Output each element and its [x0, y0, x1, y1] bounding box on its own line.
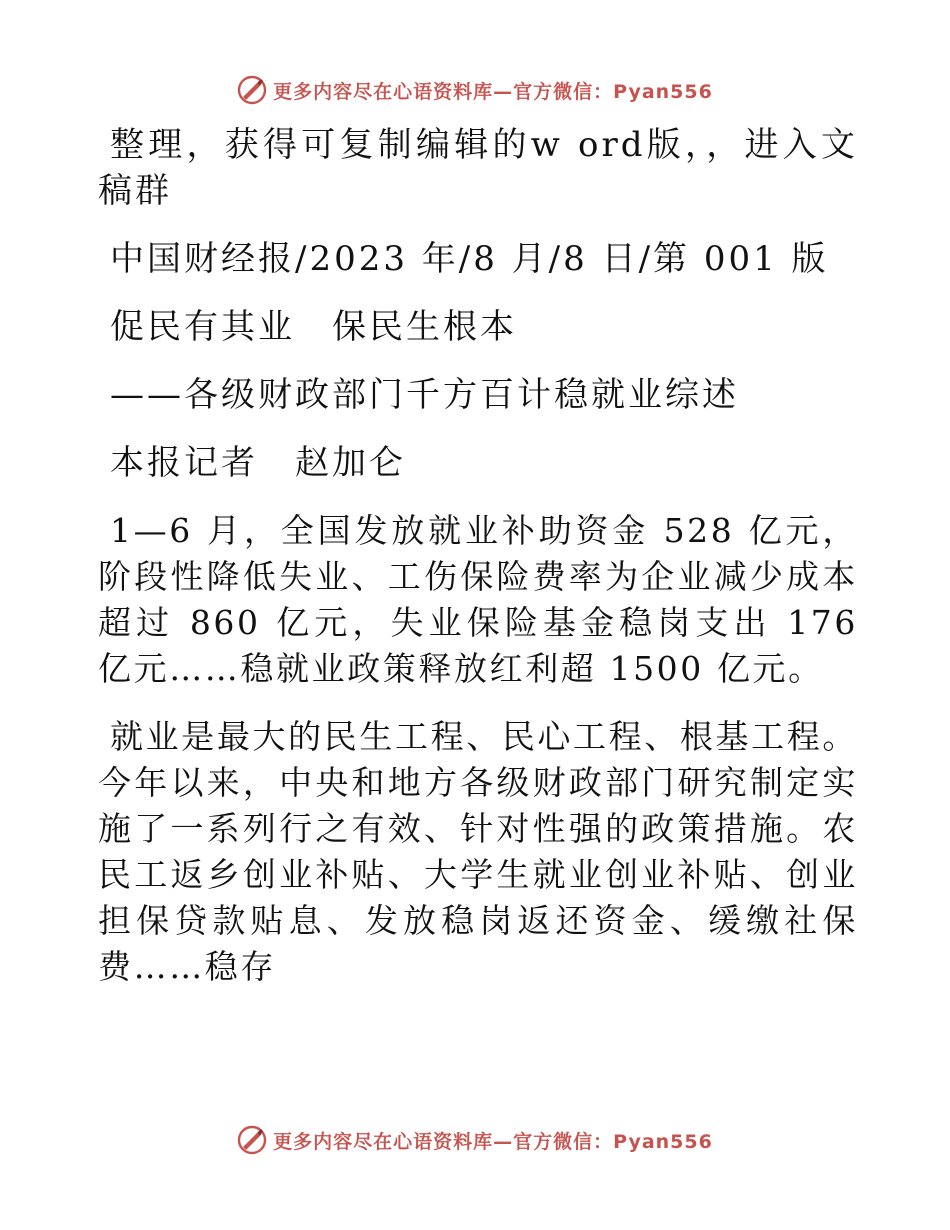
subheadline: ——各级财政部门千方百计稳就业综述 — [110, 375, 739, 415]
headline: 促民有其业 保民生根本 — [110, 307, 517, 347]
pen-circle-logo-icon — [237, 1125, 267, 1155]
intro-paragraph: 整理，获得可复制编辑的w ord版，，进入文稿群 — [98, 125, 858, 211]
footer-watermark-banner — [0, 1120, 950, 1160]
pen-circle-logo-icon — [237, 75, 267, 105]
byline: 本报记者 赵加仑 — [110, 443, 406, 483]
body-paragraph-2: 就业是最大的民生工程、民心工程、根基工程。今年以来，中央和地方各级财政部门研究制定实施了一系列行之有效、针对性强的政策措施。农民工返乡创业补贴、大学生就业创业补贴、创业担保贷款贴息、发放稳岗返还资金、缓缴社保费……稳存 — [98, 717, 858, 986]
banner-text: 更多内容尽在心语资料库—官方微信：Pyan556 — [273, 80, 713, 103]
document-body — [98, 122, 858, 990]
banner-text: 更多内容尽在心语资料库—官方微信：Pyan556 — [273, 1130, 713, 1153]
header-watermark-banner — [0, 70, 950, 110]
source-line: 中国财经报/2023 年/8 月/8 日/第 001 版 — [110, 239, 829, 279]
body-paragraph-1: 1—6 月，全国发放就业补助资金 528 亿元，阶段性降低失业、工伤保险费率为企业减少成本超过 860 亿元，失业保险基金稳岗支出 176 亿元……稳就业政策释放红利超 1500 亿元。 — [98, 511, 858, 688]
